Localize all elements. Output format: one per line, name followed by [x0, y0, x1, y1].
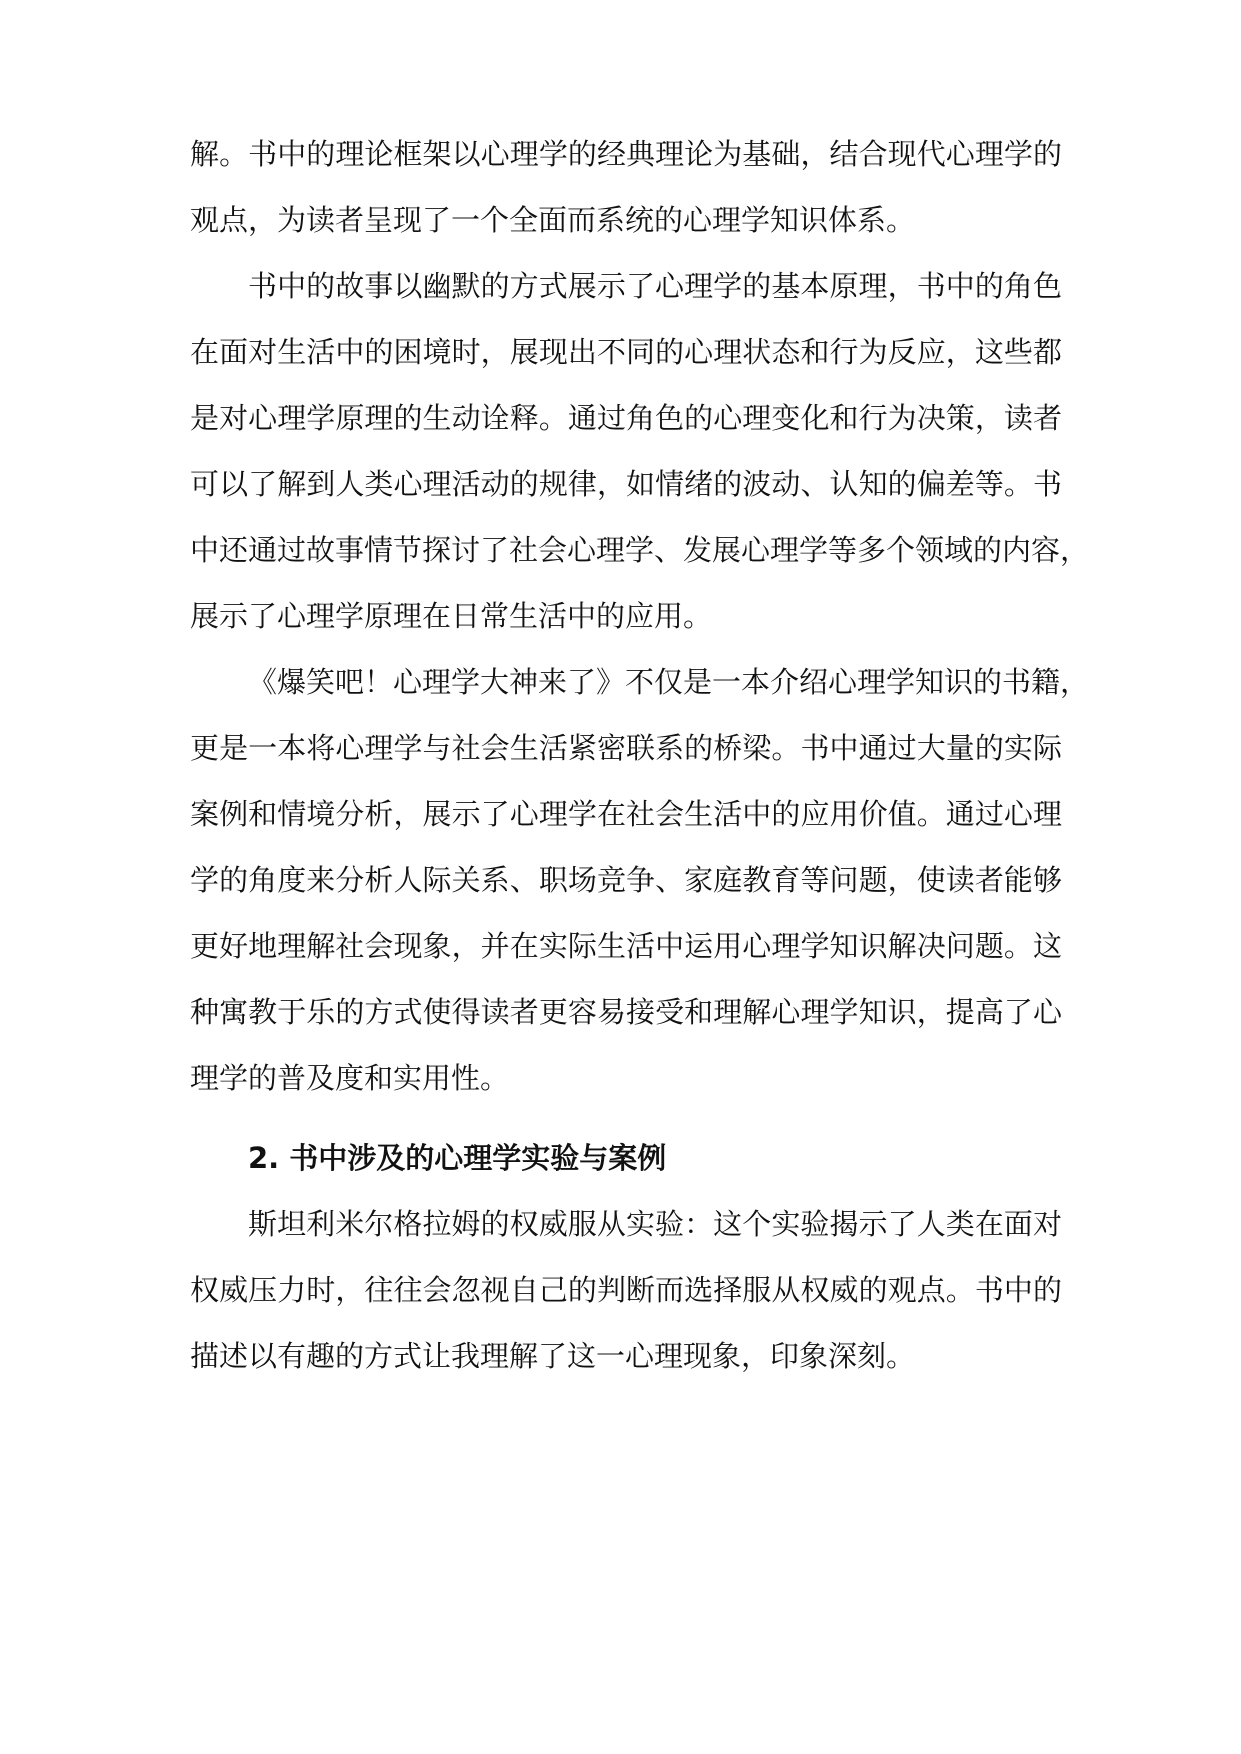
paragraph-line: 中还通过故事情节探讨了社会心理学、发展心理学等多个领域的内容，: [190, 533, 1090, 567]
paragraph-line: 更好地理解社会现象，并在实际生活中运用心理学知识解决问题。这: [190, 929, 1062, 963]
paragraph-line: 在面对生活中的困境时，展现出不同的心理状态和行为反应，这些都: [190, 335, 1062, 369]
paragraph-line: 理学的普及度和实用性。: [190, 1061, 510, 1095]
paragraph-line: 可以了解到人类心理活动的规律，如情绪的波动、认知的偏差等。书: [190, 467, 1062, 501]
section-heading: 2. 书中涉及的心理学实验与案例: [248, 1141, 667, 1175]
paragraph-line: 书中的故事以幽默的方式展示了心理学的基本原理，书中的角色: [248, 269, 1062, 303]
paragraph-line: 观点，为读者呈现了一个全面而系统的心理学知识体系。: [190, 203, 916, 237]
paragraph-line: 斯坦利米尔格拉姆的权威服从实验：这个实验揭示了人类在面对: [248, 1207, 1062, 1241]
paragraph-line: 学的角度来分析人际关系、职场竞争、家庭教育等问题，使读者能够: [190, 863, 1062, 897]
paragraph-line: 案例和情境分析，展示了心理学在社会生活中的应用价值。通过心理: [190, 797, 1062, 831]
paragraph-line: 更是一本将心理学与社会生活紧密联系的桥梁。书中通过大量的实际: [190, 731, 1062, 765]
paragraph-line: 《爆笑吧！心理学大神来了》不仅是一本介绍心理学知识的书籍，: [248, 665, 1090, 699]
paragraph-line: 展示了心理学原理在日常生活中的应用。: [190, 599, 713, 633]
paragraph-line: 是对心理学原理的生动诠释。通过角色的心理变化和行为决策，读者: [190, 401, 1062, 435]
paragraph-line: 权威压力时，往往会忽视自己的判断而选择服从权威的观点。书中的: [190, 1273, 1062, 1307]
paragraph-line: 描述以有趣的方式让我理解了这一心理现象，印象深刻。: [190, 1339, 916, 1373]
paragraph-line: 解。书中的理论框架以心理学的经典理论为基础，结合现代心理学的: [190, 137, 1062, 171]
paragraph-line: 种寓教于乐的方式使得读者更容易接受和理解心理学知识，提高了心: [190, 995, 1062, 1029]
